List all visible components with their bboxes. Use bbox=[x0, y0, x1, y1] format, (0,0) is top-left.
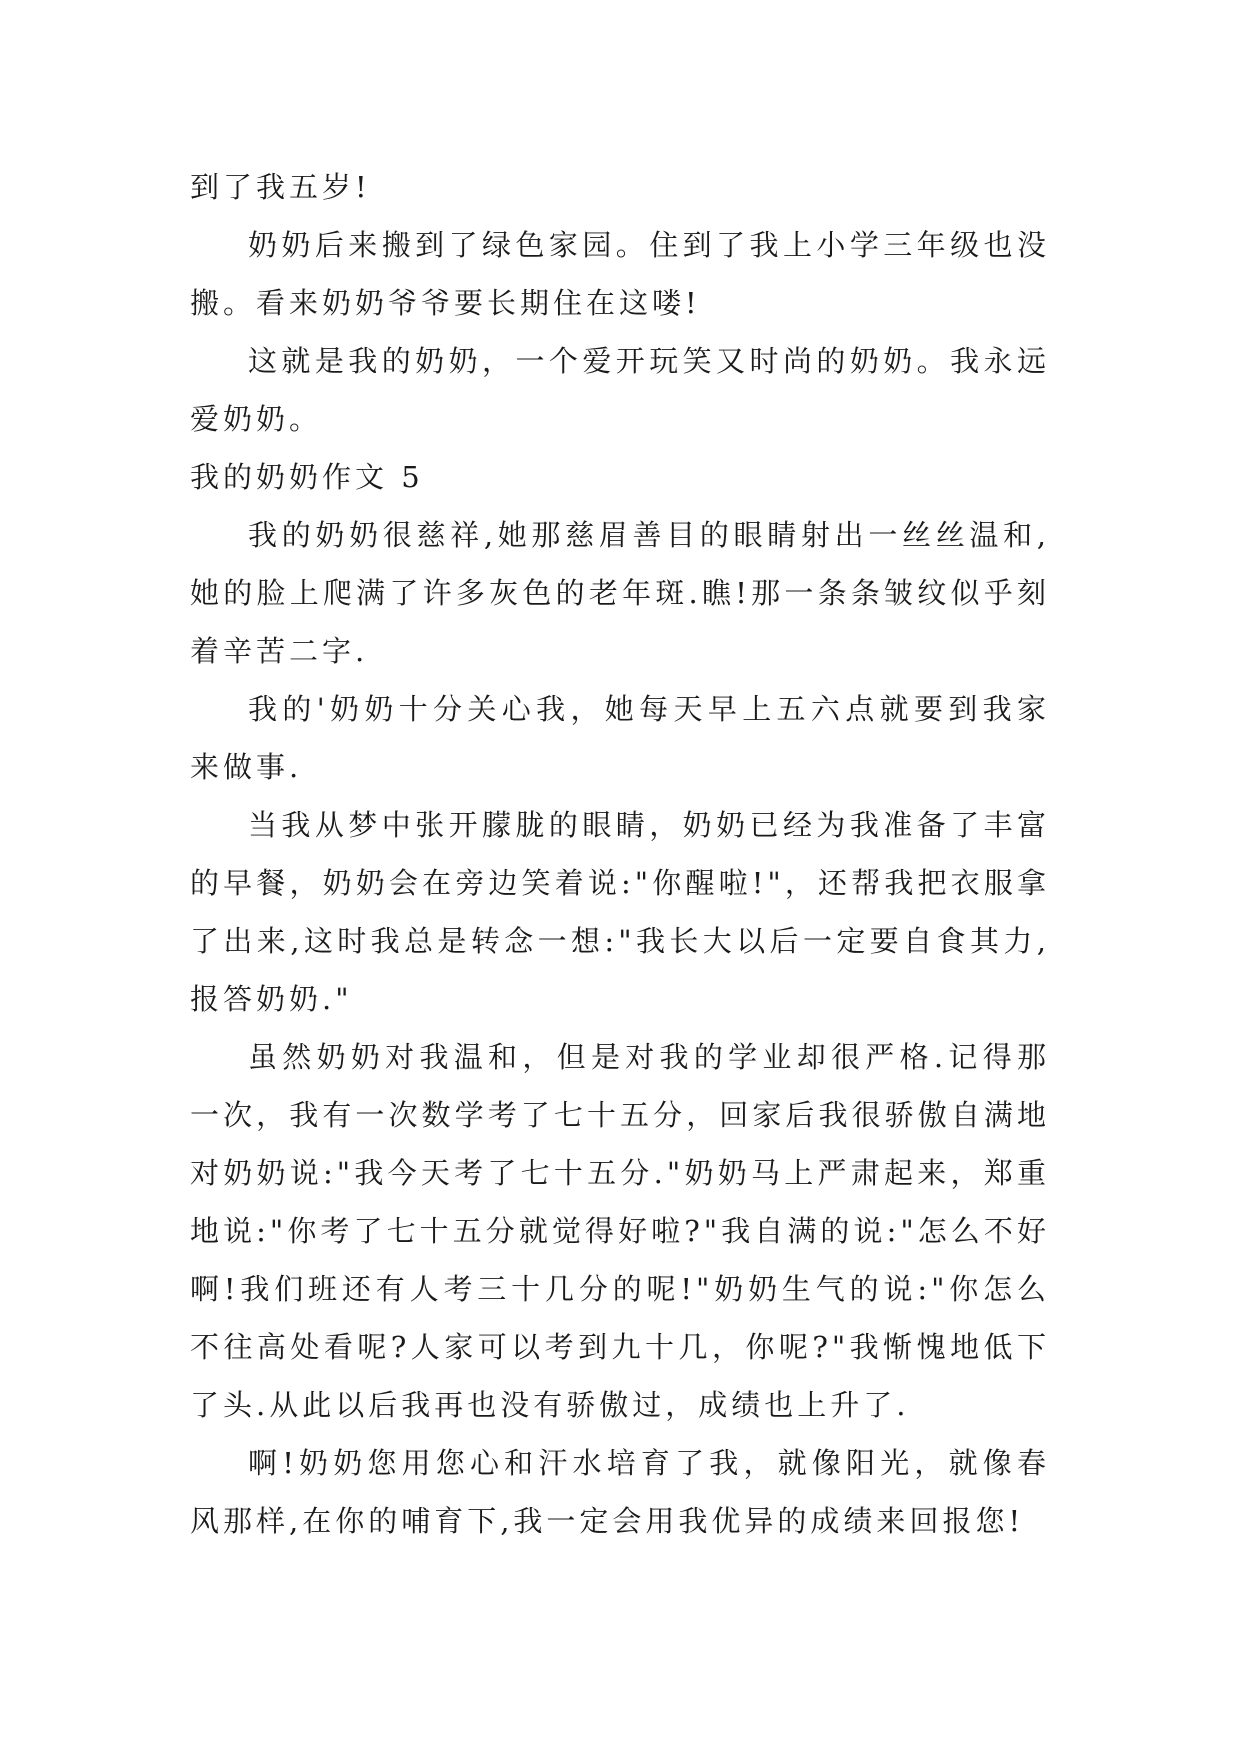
paragraph: 虽然奶奶对我温和，但是对我的学业却很严格.记得那一次，我有一次数学考了七十五分，回家后我很骄傲自满地对奶奶说:"我今天考了七十五分."奶奶马上严肃起来，郑重地说:"你考了七十五分就觉得好啦?"我自满的说:"怎么不好啊!我们班还有人考三十几分的呢!"奶奶生气的说:"你怎么不往高处看呢?人家可以考到九十几，你呢?"我惭愧地低下了头.从此以后我再也没有骄傲过，成绩也上升了. bbox=[190, 1040, 1050, 1422]
essay-heading: 我的奶奶作文 5 bbox=[190, 460, 424, 494]
document-page bbox=[190, 158, 1050, 1550]
paragraph: 我的'奶奶十分关心我，她每天早上五六点就要到我家来做事. bbox=[190, 692, 1050, 784]
paragraph: 这就是我的奶奶，一个爱开玩笑又时尚的奶奶。我永远爱奶奶。 bbox=[190, 344, 1050, 436]
paragraph: 啊!奶奶您用您心和汗水培育了我，就像阳光，就像春风那样,在你的哺育下,我一定会用我优异的成绩来回报您! bbox=[190, 1446, 1050, 1538]
paragraph: 我的奶奶很慈祥,她那慈眉善目的眼睛射出一丝丝温和,她的脸上爬满了许多灰色的老年斑.瞧!那一条条皱纹似乎刻着辛苦二字. bbox=[190, 518, 1050, 668]
paragraph-continuation: 到了我五岁! bbox=[190, 170, 371, 204]
paragraph: 当我从梦中张开朦胧的眼睛，奶奶已经为我准备了丰富的早餐，奶奶会在旁边笑着说:"你醒啦!"，还帮我把衣服拿了出来,这时我总是转念一想:"我长大以后一定要自食其力,报答奶奶." bbox=[190, 808, 1050, 1016]
paragraph: 奶奶后来搬到了绿色家园。住到了我上小学三年级也没搬。看来奶奶爷爷要长期住在这喽! bbox=[190, 228, 1050, 320]
